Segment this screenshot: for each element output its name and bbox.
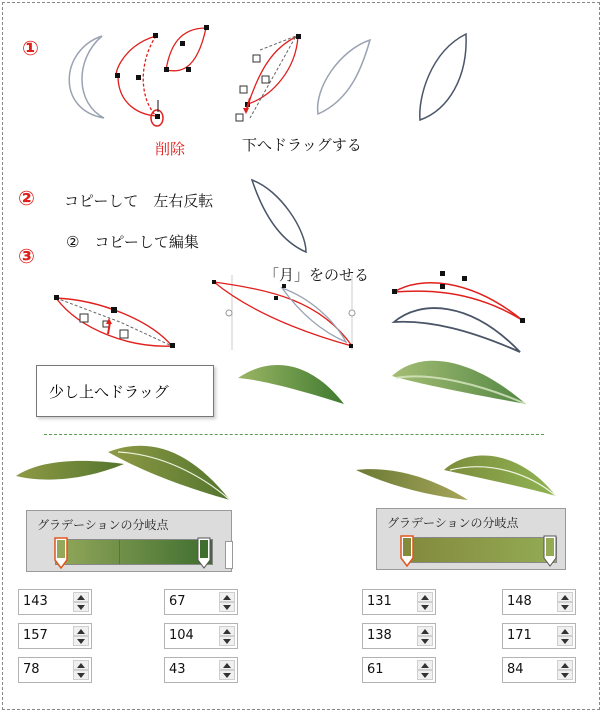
spinner-value[interactable]: 143 [23,594,48,609]
spinner-up-button[interactable] [417,660,433,670]
spinner-down-button[interactable] [219,636,235,646]
spinner-value[interactable]: 131 [367,594,392,609]
arrow-up-icon [421,628,429,634]
spinner-up-button[interactable] [557,626,573,636]
spinner-up-button[interactable] [557,592,573,602]
gradient-stops-title: グラデーションの分岐点 [37,518,169,532]
spinner-down-button[interactable] [219,602,235,612]
spinner-buttons [417,626,433,646]
spinner-value[interactable]: 148 [507,594,532,609]
arrow-down-icon [77,604,85,610]
drag-up-label: 少し上へドラッグ [49,383,169,401]
gradient-stops-panel-left [26,510,232,572]
step3-marker: ③ [18,244,35,268]
spinner-down-button[interactable] [73,670,89,680]
spinner-down-button[interactable] [557,602,573,612]
spinner-up-button[interactable] [73,660,89,670]
value-spinner-left-r3[interactable] [362,657,436,683]
spinner-value[interactable]: 61 [367,662,384,677]
drag-up-callout [36,365,214,417]
arrow-up-icon [561,594,569,600]
value-spinner-left-r2[interactable] [362,623,436,649]
arrow-down-icon [421,638,429,644]
arrow-down-icon [223,604,231,610]
delete-label: 削除 [155,140,186,158]
arrow-down-icon [77,672,85,678]
spinner-value[interactable]: 157 [23,628,48,643]
spinner-down-button[interactable] [73,602,89,612]
arrow-up-icon [223,628,231,634]
spinner-up-button[interactable] [73,592,89,602]
moon-label: 「月」をのせる [264,266,370,284]
spinner-value[interactable]: 84 [507,662,524,677]
arrow-down-icon [223,638,231,644]
value-spinner-right-r2[interactable] [164,623,238,649]
arrow-down-icon [421,604,429,610]
spinner-buttons [219,660,235,680]
arrow-down-icon [77,638,85,644]
value-spinner-right-r2[interactable] [502,623,576,649]
arrow-down-icon [561,604,569,610]
spinner-buttons [73,592,89,612]
arrow-up-icon [77,628,85,634]
spinner-up-button[interactable] [219,626,235,636]
copy-flip-label: コピーして 左右反転 [64,192,214,210]
section-divider [44,434,544,435]
arrow-down-icon [223,672,231,678]
spinner-value[interactable]: 43 [169,662,186,677]
value-spinner-left-r1[interactable] [18,589,92,615]
value-spinner-left-r1[interactable] [362,589,436,615]
spinner-up-button[interactable] [417,592,433,602]
gradient-stops-panel-right [376,508,566,570]
spinner-up-button[interactable] [73,626,89,636]
copy-edit-label: ② コピーして編集 [66,233,199,251]
value-spinner-right-r3[interactable] [502,657,576,683]
spinner-buttons [73,660,89,680]
value-spinner-right-r1[interactable] [502,589,576,615]
value-spinner-right-r1[interactable] [164,589,238,615]
step2-marker: ② [18,186,35,210]
arrow-down-icon [561,672,569,678]
gradient-midpoint [119,540,120,564]
arrow-up-icon [77,594,85,600]
spinner-down-button[interactable] [417,670,433,680]
value-spinner-left-r3[interactable] [18,657,92,683]
gradient-bar[interactable] [405,537,557,563]
arrow-up-icon [223,662,231,668]
gradient-stop-end[interactable] [197,535,211,569]
spinner-buttons [557,626,573,646]
gradient-stop-start[interactable] [400,533,414,567]
step1-marker: ① [22,36,39,60]
gradient-stops-title: グラデーションの分岐点 [387,516,519,530]
spinner-value[interactable]: 171 [507,628,532,643]
spinner-down-button[interactable] [73,636,89,646]
arrow-up-icon [561,662,569,668]
spinner-value[interactable]: 138 [367,628,392,643]
spinner-up-button[interactable] [219,660,235,670]
arrow-up-icon [421,594,429,600]
spinner-down-button[interactable] [417,636,433,646]
spinner-down-button[interactable] [557,670,573,680]
spinner-down-button[interactable] [219,670,235,680]
arrow-up-icon [421,662,429,668]
panel-scroll-edge [225,541,233,569]
spinner-value[interactable]: 104 [169,628,194,643]
spinner-buttons [557,660,573,680]
spinner-value[interactable]: 67 [169,594,186,609]
drag-down-label: 下へドラッグする [242,136,362,154]
arrow-up-icon [77,662,85,668]
spinner-buttons [417,660,433,680]
arrow-up-icon [561,628,569,634]
spinner-buttons [417,592,433,612]
spinner-down-button[interactable] [417,602,433,612]
spinner-value[interactable]: 78 [23,662,40,677]
value-spinner-left-r2[interactable] [18,623,92,649]
spinner-buttons [73,626,89,646]
spinner-up-button[interactable] [417,626,433,636]
spinner-buttons [557,592,573,612]
arrow-down-icon [421,672,429,678]
spinner-up-button[interactable] [219,592,235,602]
spinner-buttons [219,592,235,612]
value-spinner-right-r3[interactable] [164,657,238,683]
arrow-up-icon [223,594,231,600]
gradient-stop-end[interactable] [543,533,557,567]
spinner-buttons [219,626,235,646]
arrow-down-icon [561,638,569,644]
gradient-stop-start[interactable] [54,535,68,569]
gradient-bar[interactable] [55,539,213,565]
spinner-down-button[interactable] [557,636,573,646]
spinner-up-button[interactable] [557,660,573,670]
